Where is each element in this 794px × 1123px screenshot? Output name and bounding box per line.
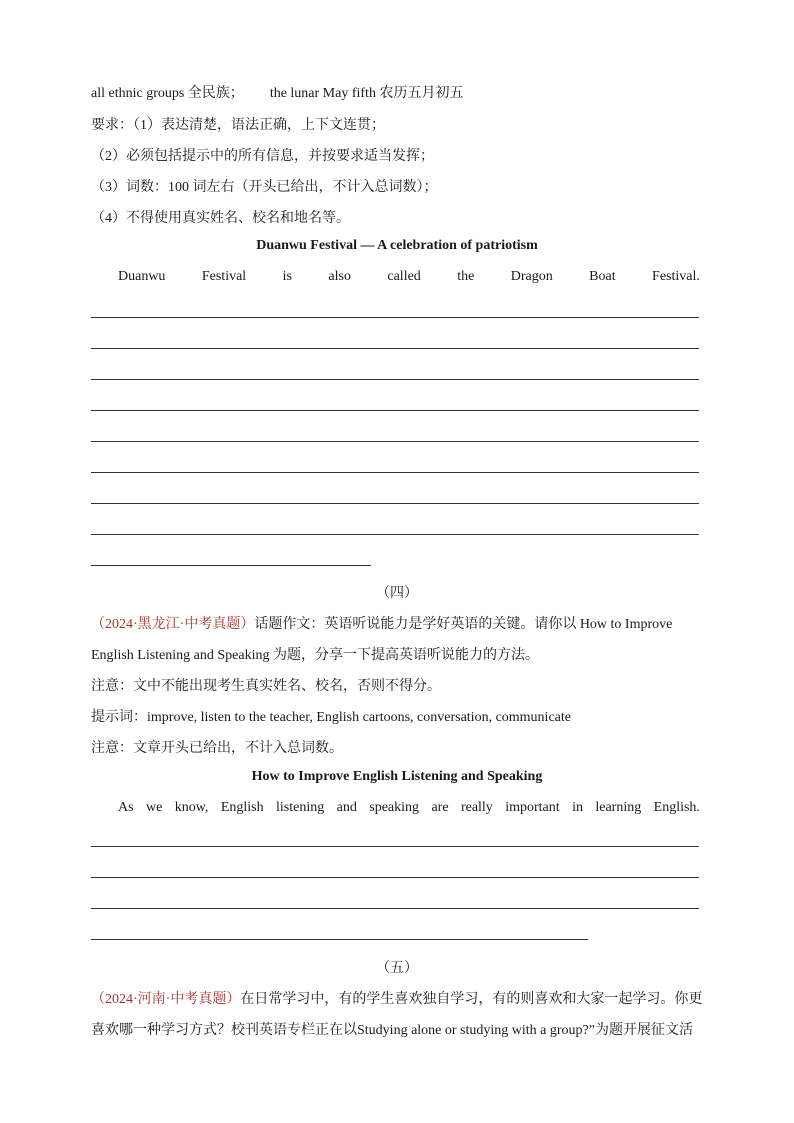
opening-word: Boat [589,269,616,284]
opening-word: English. [653,800,700,815]
hint-ethnic-groups: all ethnic groups 全民族； [91,86,244,101]
opening-word: learning [595,800,642,815]
section4-prompt-line-1 [91,613,672,633]
section-number-5: （五） [376,961,418,976]
section5-prompt-line-1 [91,988,702,1008]
opening-word: listening [276,800,325,815]
section4-hint-words: 提示词：improve, listen to the teacher, English cartoons, conversation, communicate [91,710,571,725]
writing-line[interactable] [91,877,699,878]
opening-word: As [118,800,134,815]
essay-title-duanwu: Duanwu Festival — A celebration of patriotism [256,238,538,253]
section4-source: （2024·黑龙江·中考真题） [91,617,255,632]
section-number-4: （四） [376,586,418,601]
opening-word: also [328,269,351,284]
section4-prompt-line-2: English Listening and Speaking 为题，分享一下提高英语听说能力的方法。 [91,648,539,663]
opening-word: speaking [369,800,420,815]
writing-line[interactable] [91,348,699,349]
opening-word: important [505,800,560,815]
writing-line[interactable] [91,472,699,473]
writing-line-short[interactable] [91,565,371,566]
opening-word: know, [174,800,209,815]
writing-line-short[interactable] [91,939,588,940]
essay-title-listening: How to Improve English Listening and Speaking [251,769,543,784]
opening-word: Duanwu [118,269,166,284]
writing-line[interactable] [91,441,699,442]
essay-opening-listening [118,800,700,816]
writing-line[interactable] [91,503,699,504]
requirement-2: （2）必须包括提示中的所有信息，并按要求适当发挥； [91,149,434,164]
section4-note-1: 注意：文中不能出现考生真实姓名、校名，否则不得分。 [91,679,441,694]
opening-word: in [572,800,583,815]
opening-word: really [460,800,493,815]
opening-word: Festival. [652,269,700,284]
opening-word: we [145,800,163,815]
opening-word: are [431,800,449,815]
writing-line[interactable] [91,317,699,318]
section5-prompt-a: 在日常学习中，有的学生喜欢独自学习，有的则喜欢和大家一起学习。你更 [240,992,703,1007]
requirement-3: （3）词数：100 词左右（开头已给出，不计入总词数）； [91,180,438,195]
writing-line[interactable] [91,379,699,380]
opening-word: called [387,269,421,284]
opening-word: Festival [201,269,247,284]
hint-line [91,82,463,102]
hint-lunar-may: the lunar May fifth 农历五月初五 [269,86,464,101]
writing-line[interactable] [91,846,699,847]
writing-line[interactable] [91,410,699,411]
opening-word: Dragon [510,269,553,284]
section5-source: （2024·河南·中考真题） [91,992,241,1007]
essay-opening-duanwu [118,269,700,285]
requirement-1: 要求：（1）表达清楚，语法正确，上下文连贯； [91,118,385,133]
section4-note-2: 注意：文章开头已给出，不计入总词数。 [91,741,343,756]
section4-prompt-a: 话题作文：英语听说能力是学好英语的关键。请你以 How to Improve [254,617,673,632]
requirement-4: （4）不得使用真实姓名、校名和地名等。 [91,211,350,226]
writing-line[interactable] [91,534,699,535]
opening-word: and [336,800,357,815]
opening-word: is [282,269,292,284]
opening-word: the [457,269,475,284]
opening-word: English [220,800,264,815]
writing-line[interactable] [91,908,699,909]
section5-prompt-line-2: 喜欢哪一种学习方式？校刊英语专栏正在以Studying alone or studying with a group?”为题开展征文活 [91,1023,693,1038]
